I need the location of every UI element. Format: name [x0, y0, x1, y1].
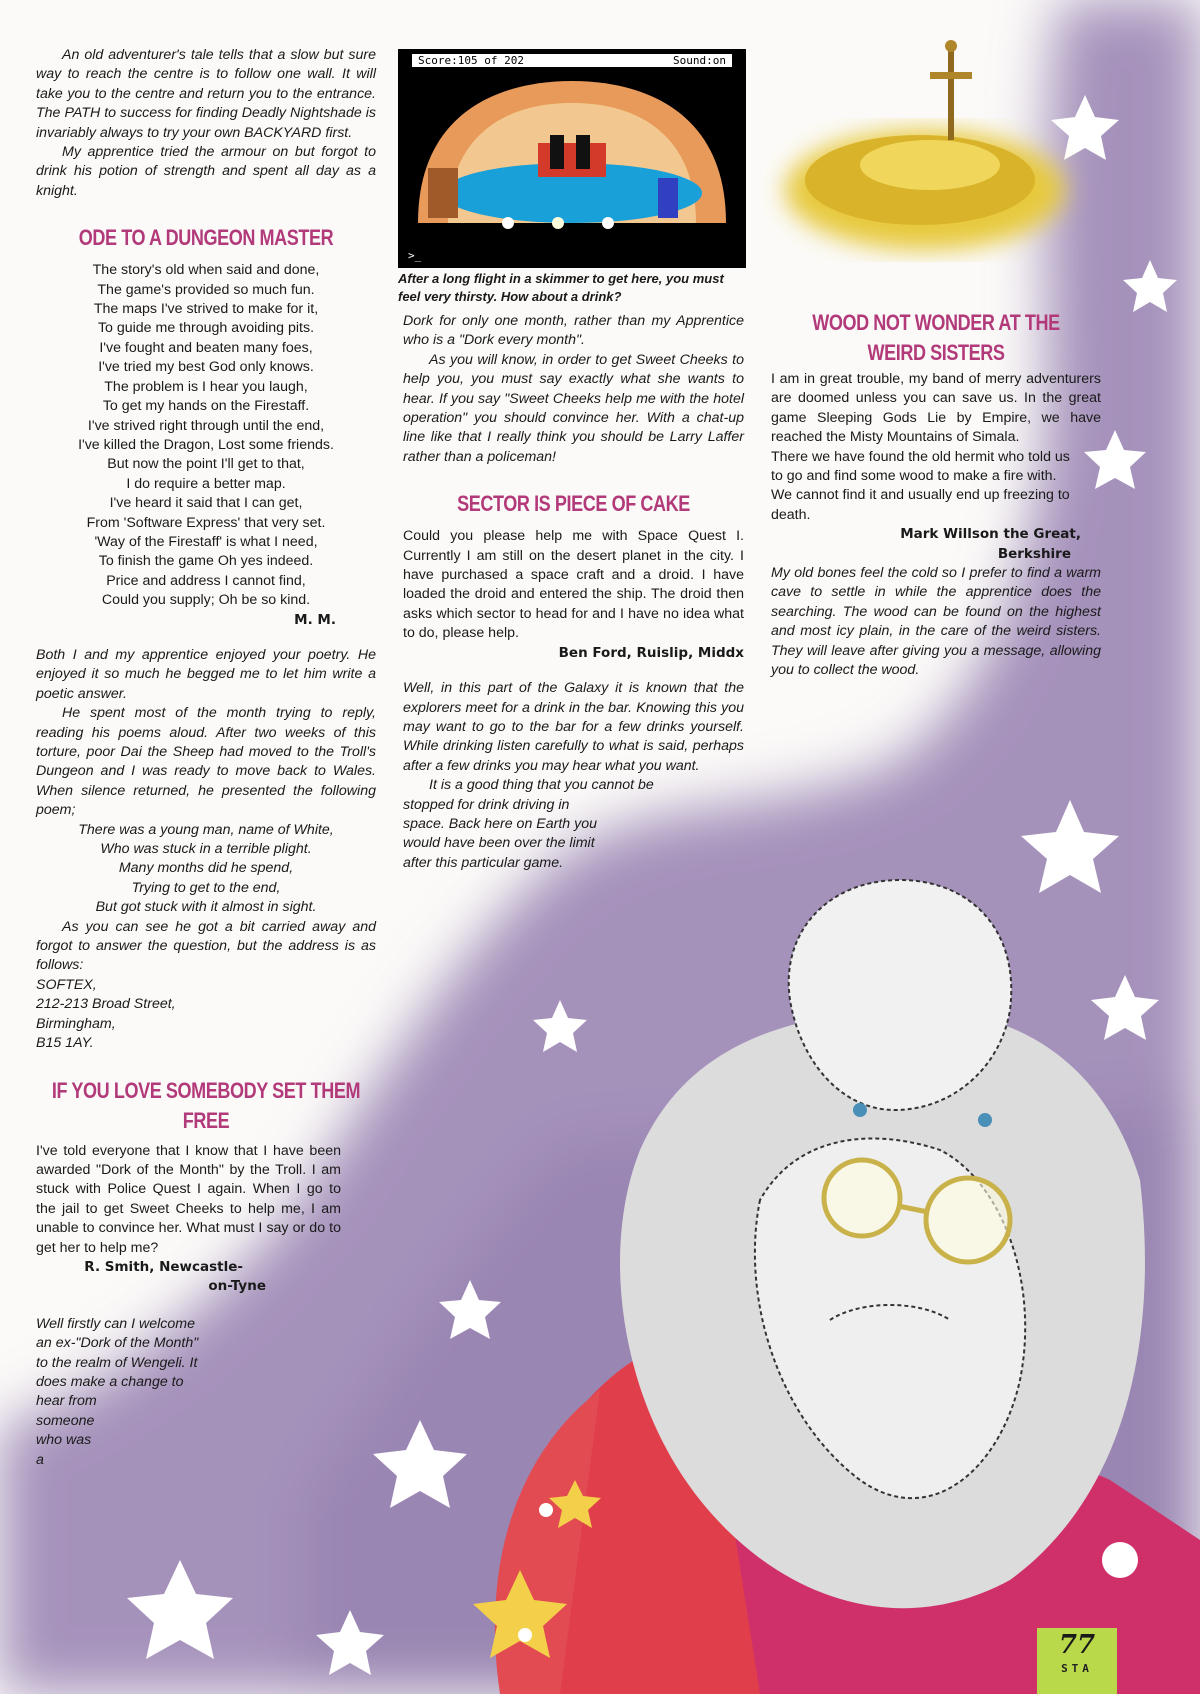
reply-paragraph-3: As you can see he got a bit carried away and forgot to answer the question, but the address is as follows:	[36, 918, 376, 974]
poem-line: The problem is I hear you laugh,	[104, 378, 308, 395]
poem-line: The maps I've strived to make for it,	[93, 301, 319, 318]
column-right	[771, 308, 1101, 681]
love-signature-1: R. Smith, Newcastle-	[84, 1258, 243, 1275]
address-block	[36, 976, 376, 1054]
ode-signature: M. M.	[294, 611, 336, 628]
sector-signature: Ben Ford, Ruislip, Middx	[558, 644, 744, 661]
poem-line: Price and address I cannot find,	[106, 572, 306, 589]
continued-paragraph: Dork for only one month, rather than my Apprentice who is a "Dork every month".	[403, 313, 744, 349]
poem-line: Could you supply; Oh be so kind.	[101, 592, 311, 609]
limerick-line: Who was stuck in a terrible plight.	[100, 841, 312, 858]
love-reply	[36, 1315, 376, 1470]
column-middle	[403, 312, 744, 873]
page-number-badge	[1037, 1628, 1117, 1694]
command-prompt: >_	[408, 249, 422, 262]
poem-line: I've fought and beaten many foes,	[99, 339, 313, 356]
sound-text: Sound:on	[673, 54, 726, 67]
wood-signature-2: Berkshire	[997, 545, 1071, 562]
poem-line: To guide me through avoiding pits.	[97, 320, 315, 337]
sweet-cheeks-paragraph: As you will know, in order to get Sweet Cheeks to help you, you must say exactly what she wants to hear. If you say "Sweet Cheeks help me with the hotel operation" you should convince her. With a chat-up line like that I really think you should be Larry Laffer rather than a policeman!	[403, 351, 744, 465]
poem-line: But now the point I'll get to that,	[107, 456, 305, 473]
reply-paragraph-1: Both I and my apprentice enjoyed your poetry. He enjoyed it so much he begged me to let him write a poetic answer.	[36, 646, 376, 702]
address-line: 212-213 Broad Street,	[36, 996, 176, 1013]
limerick-line: There was a young man, name of White,	[78, 821, 334, 838]
reply-line: does make a change to	[36, 1373, 184, 1390]
page-number: 77	[1058, 1630, 1096, 1660]
reply-line: someone	[36, 1412, 95, 1429]
limerick-line: Trying to get to the end,	[131, 879, 281, 896]
reply-paragraph-2: He spent most of the month trying to reply, reading his poems aloud. After two weeks of this torture, poor Dai the Sheep had moved to the Troll's Dungeon and I was ready to move back to Wales. When silence returned, he presented the following poem;	[36, 705, 376, 819]
sector-letter: Could you please help me with Space Quest I. Currently I am still on the desert planet in the city. I have purchased a space craft and a droid. I have loaded the droid and entered the ship. The droid then asks which sector to head for and I have no idea what to do, please help.	[403, 528, 744, 642]
wood-letter-2: There we have found the old hermit who told us to go and find some wood to make a fire with. We cannot find it and usually end up freezing to death.	[771, 448, 1070, 523]
limerick-line: Many months did he spend,	[118, 860, 294, 877]
poem-line: 'Way of the Firestaff' is what I need,	[94, 533, 318, 550]
reply-line: It is a good thing that you cannot be	[429, 777, 654, 794]
poem-line: I've killed the Dragon, Lost some friends.	[78, 436, 334, 453]
column-left	[36, 46, 376, 1470]
poem-line: To get my hands on the Firestaff.	[102, 398, 310, 415]
poem-line: I've strived right through until the end,	[87, 417, 325, 434]
limerick-line: But got stuck with it almost in sight.	[95, 899, 317, 916]
poem-line: I've tried my best God only knows.	[98, 359, 314, 376]
love-signature-2: on-Tyne	[208, 1278, 266, 1295]
bar-scene-image	[408, 73, 736, 243]
screenshot-caption: After a long flight in a skimmer to get here, you must feel very thirsty. How about a drink?	[398, 271, 724, 304]
magazine-tag: STA	[1061, 1662, 1093, 1675]
poem-line: I've heard it said that I can get,	[109, 495, 303, 512]
poem-line: The story's old when said and done,	[92, 262, 320, 279]
love-heading: IF YOU LOVE SOMEBODY SET THEM FREE	[51, 1077, 361, 1133]
reply-line: would have been over the limit	[403, 835, 595, 852]
wood-heading-line-2: WEIRD SISTERS	[867, 340, 1005, 365]
reply-line: a	[36, 1451, 44, 1468]
poem-line: From 'Software Express' that very set.	[86, 514, 326, 531]
score-text: Score:105 of 202	[418, 54, 524, 67]
love-letter: I've told everyone that I know that I have been awarded "Dork of the Month" by the Troll. I am stuck with Police Quest I again. When I go to the jail to get Sweet Cheeks to help me, I am unable to convince her. What must I say or do to get her to help me?	[36, 1142, 341, 1256]
reply-line: after this particular game.	[403, 854, 564, 871]
wood-signature-1: Mark Willson the Great,	[900, 526, 1081, 543]
sector-reply: Well, in this part of the Galaxy it is known that the explorers meet for a drink in the bar. Knowing this you may want to go to the bar for a few drinks yourself. While drinking listen carefully to what is said, perhaps after a few drinks you may hear what you want.	[403, 680, 744, 774]
intro-paragraph-1: An old adventurer's tale tells that a slow but sure way to reach the centre is to follow one wall. It will take you to the centre and return you to the entrance. The PATH to success for finding Deadly Nightshade is invariably always to try your own BACKYARD first.	[36, 47, 376, 141]
reply-line: stopped for drink driving in	[403, 796, 570, 813]
wood-reply: My old bones feel the cold so I prefer to find a warm cave to settle in while the apprentice does the searching. The wood can be found on the highest and most icy plain, in the care of the weird sisters. They will leave after giving you a message, allowing you to collect the wood.	[771, 565, 1101, 679]
poem-line: The game's provided so much fun.	[97, 281, 315, 298]
reply-line: Well firstly can I welcome	[36, 1315, 195, 1332]
score-bar	[412, 54, 732, 67]
ode-poem	[36, 261, 376, 610]
wood-heading-line-1: WOOD NOT WONDER AT THE	[812, 310, 1060, 335]
reply-line: to the realm of Wengeli. It	[36, 1354, 198, 1371]
game-screenshot	[398, 49, 746, 268]
reply-line: an ex-"Dork of the Month"	[36, 1335, 199, 1352]
address-line: SOFTEX,	[36, 976, 97, 993]
intro-paragraph-2: My apprentice tried the armour on but forgot to drink his potion of strength and spent all day as a knight.	[36, 144, 376, 199]
reply-line: space. Back here on Earth you	[403, 815, 598, 832]
sector-reply-2	[403, 776, 744, 873]
address-line: B15 1AY.	[36, 1035, 94, 1052]
sector-heading: SECTOR IS PIECE OF CAKE	[457, 491, 690, 517]
ode-heading: ODE TO A DUNGEON MASTER	[78, 225, 334, 251]
gold-treasure-image	[785, 40, 1065, 250]
reply-line: who was	[36, 1432, 92, 1449]
poem-line: I do require a better map.	[126, 475, 286, 492]
poem-line: To finish the game Oh yes indeed.	[98, 553, 314, 570]
address-line: Birmingham,	[36, 1015, 116, 1032]
limerick-poem	[36, 821, 376, 918]
reply-line: hear from	[36, 1393, 97, 1410]
wood-letter-1: I am in great trouble, my band of merry adventurers are doomed unless you can save us. In the great game Sleeping Gods Lie by Empire, we have reached the Misty Mountains of Simala.	[771, 371, 1101, 446]
